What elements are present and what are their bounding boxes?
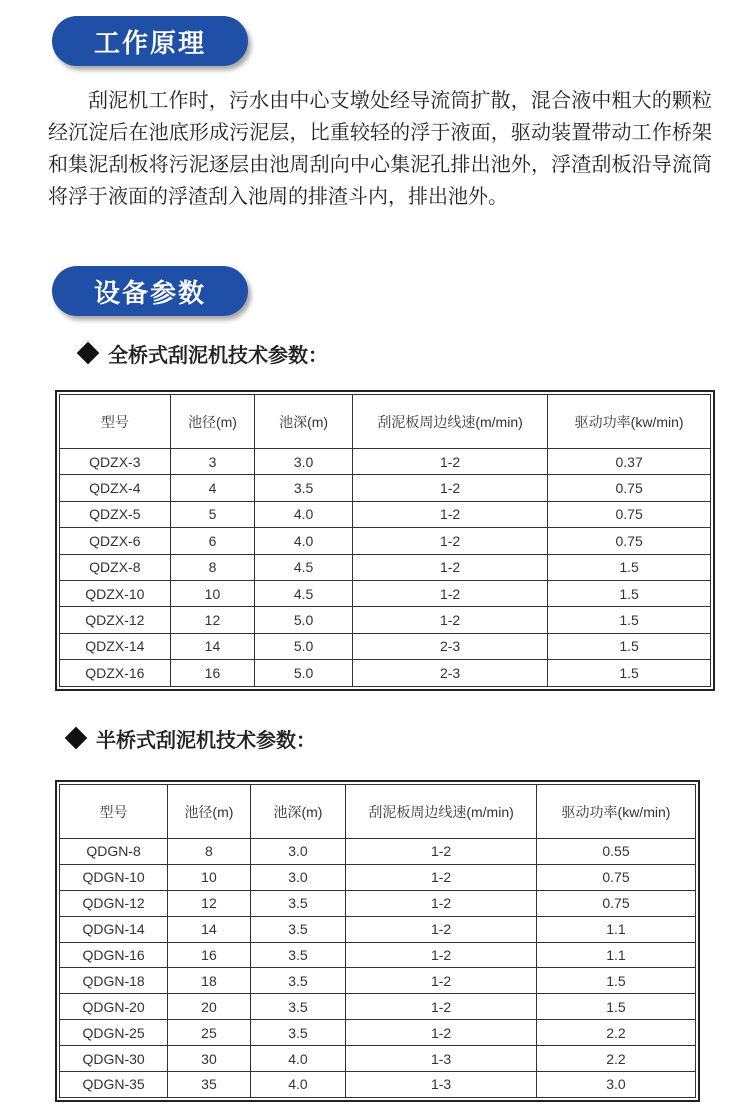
column-header: 池径(m) <box>168 785 251 839</box>
table-cell: 3.0 <box>536 1072 695 1098</box>
table-row <box>60 1046 696 1072</box>
table-row <box>60 864 696 890</box>
column-header: 型号 <box>60 395 171 449</box>
table-cell: QDZX-16 <box>60 660 171 686</box>
table-row <box>60 660 711 686</box>
table-cell: QDZX-12 <box>60 607 171 633</box>
table-cell: 3.5 <box>250 916 345 942</box>
table-cell: 4.0 <box>255 528 353 554</box>
table-cell: 14 <box>170 633 255 659</box>
half-bridge-table-frame <box>55 780 700 1102</box>
table-cell: 2.2 <box>536 1046 695 1072</box>
table-row <box>60 1020 696 1046</box>
table-cell: 12 <box>170 607 255 633</box>
table-cell: 35 <box>168 1072 251 1098</box>
table-cell: QDGN-12 <box>60 890 168 916</box>
table-cell: QDZX-8 <box>60 554 171 580</box>
table-header-row <box>60 785 696 839</box>
table-row <box>60 501 711 527</box>
table-cell: 1-2 <box>346 916 537 942</box>
table-cell: 5.0 <box>255 607 353 633</box>
table-row <box>60 580 711 606</box>
table-header-row <box>60 395 711 449</box>
table-cell: QDZX-5 <box>60 501 171 527</box>
table-cell: 3.0 <box>250 839 345 865</box>
table-cell: 6 <box>170 528 255 554</box>
table-cell: 1.5 <box>548 633 711 659</box>
table-cell: QDGN-14 <box>60 916 168 942</box>
column-header: 池深(m) <box>250 785 345 839</box>
table-cell: 0.37 <box>548 449 711 475</box>
table-cell: 1-2 <box>352 449 547 475</box>
table-cell: 3 <box>170 449 255 475</box>
table-cell: 3.5 <box>250 968 345 994</box>
table-cell: 0.75 <box>548 528 711 554</box>
table-cell: 1-2 <box>352 554 547 580</box>
table-cell: 1-2 <box>352 607 547 633</box>
table-row <box>60 942 696 968</box>
table-cell: 0.75 <box>548 475 711 501</box>
table-cell: 1.5 <box>536 968 695 994</box>
table-cell: 3.5 <box>250 942 345 968</box>
table-cell: 3.5 <box>250 890 345 916</box>
half-bridge-heading <box>64 723 316 753</box>
table-cell: 2-3 <box>352 633 547 659</box>
full-bridge-heading <box>76 338 328 368</box>
principle-description: 刮泥机工作时，污水由中心支墩处经导流筒扩散，混合液中粗大的颗粒经沉淀后在池底形成污泥层，比重较轻的浮于液面，驱动装置带动工作桥架和集泥刮板将污泥逐层由池周刮向中心集泥孔排出池外，浮渣刮板沿导流筒将浮于液面的浮渣刮入池周的排渣斗内，排出池外。 <box>48 88 712 208</box>
column-header: 刮泥板周边线速(m/min) <box>346 785 537 839</box>
table-cell: 1-2 <box>352 580 547 606</box>
table-row <box>60 839 696 865</box>
table-cell: 0.55 <box>536 839 695 865</box>
table-cell: QDGN-16 <box>60 942 168 968</box>
table-cell: 1-3 <box>346 1072 537 1098</box>
column-header: 池径(m) <box>170 395 255 449</box>
table-cell: QDGN-25 <box>60 1020 168 1046</box>
table-cell: 1.5 <box>548 660 711 686</box>
table-cell: 1.5 <box>548 607 711 633</box>
table-cell: 16 <box>170 660 255 686</box>
table-cell: 1-2 <box>346 968 537 994</box>
table-row <box>60 449 711 475</box>
table-cell: 3.5 <box>250 1020 345 1046</box>
table-cell: 4.0 <box>250 1072 345 1098</box>
table-cell: 3.0 <box>250 864 345 890</box>
table-cell: 0.75 <box>548 501 711 527</box>
table-cell: QDZX-10 <box>60 580 171 606</box>
table-cell: 12 <box>168 890 251 916</box>
table-cell: 8 <box>168 839 251 865</box>
table-cell: 4.5 <box>255 554 353 580</box>
table-cell: 3.5 <box>255 475 353 501</box>
params-title-badge <box>52 266 248 316</box>
table-cell: 8 <box>170 554 255 580</box>
table-row <box>60 528 711 554</box>
table-cell: QDZX-14 <box>60 633 171 659</box>
table-row <box>60 475 711 501</box>
table-cell: 4.5 <box>255 580 353 606</box>
table-cell: 2.2 <box>536 1020 695 1046</box>
table-cell: 5.0 <box>255 660 353 686</box>
table-row <box>60 554 711 580</box>
column-header: 驱动功率(kw/min) <box>536 785 695 839</box>
diamond-bullet-icon <box>65 727 88 750</box>
table-cell: QDGN-20 <box>60 994 168 1020</box>
diamond-bullet-icon <box>77 342 100 365</box>
table-cell: 1.1 <box>536 942 695 968</box>
full-bridge-table-frame <box>55 390 715 691</box>
table-row <box>60 633 711 659</box>
table-cell: 1-2 <box>346 1020 537 1046</box>
table-cell: 25 <box>168 1020 251 1046</box>
table-cell: QDZX-6 <box>60 528 171 554</box>
table-cell: 10 <box>168 864 251 890</box>
full-bridge-heading-text: 全桥式刮泥机技术参数： <box>108 342 328 367</box>
table-cell: 1.1 <box>536 916 695 942</box>
half-bridge-spec-table <box>59 784 696 1098</box>
table-cell: 1-2 <box>346 864 537 890</box>
table-cell: 1-2 <box>352 501 547 527</box>
table-cell: 10 <box>170 580 255 606</box>
principle-title-badge <box>52 16 248 66</box>
table-cell: QDGN-18 <box>60 968 168 994</box>
table-cell: 0.75 <box>536 890 695 916</box>
table-cell: 30 <box>168 1046 251 1072</box>
table-row <box>60 968 696 994</box>
column-header: 型号 <box>60 785 168 839</box>
table-cell: QDZX-4 <box>60 475 171 501</box>
table-cell: 1-2 <box>346 942 537 968</box>
table-cell: 5.0 <box>255 633 353 659</box>
table-cell: 1-2 <box>352 475 547 501</box>
params-title: 设备参数 <box>93 278 206 309</box>
table-cell: 4 <box>170 475 255 501</box>
table-cell: QDGN-8 <box>60 839 168 865</box>
table-cell: 4.0 <box>255 501 353 527</box>
column-header: 池深(m) <box>255 395 353 449</box>
table-row <box>60 607 711 633</box>
table-cell: 1-3 <box>346 1046 537 1072</box>
table-cell: 1.5 <box>548 554 711 580</box>
table-cell: 3.5 <box>250 994 345 1020</box>
table-row <box>60 994 696 1020</box>
table-cell: 1-2 <box>352 528 547 554</box>
table-cell: 1-2 <box>346 839 537 865</box>
table-cell: 4.0 <box>250 1046 345 1072</box>
table-cell: 1-2 <box>346 994 537 1020</box>
table-cell: QDZX-3 <box>60 449 171 475</box>
half-bridge-heading-text: 半桥式刮泥机技术参数： <box>96 727 316 752</box>
column-header: 驱动功率(kw/min) <box>548 395 711 449</box>
table-cell: 16 <box>168 942 251 968</box>
table-cell: 0.75 <box>536 864 695 890</box>
table-row <box>60 1072 696 1098</box>
column-header: 刮泥板周边线速(m/min) <box>352 395 547 449</box>
table-cell: QDGN-35 <box>60 1072 168 1098</box>
principle-title: 工作原理 <box>93 28 206 59</box>
table-cell: QDGN-10 <box>60 864 168 890</box>
table-cell: 14 <box>168 916 251 942</box>
table-cell: 20 <box>168 994 251 1020</box>
full-bridge-spec-table <box>59 394 711 687</box>
table-row <box>60 916 696 942</box>
table-cell: 18 <box>168 968 251 994</box>
table-cell: 2-3 <box>352 660 547 686</box>
table-cell: 1-2 <box>346 890 537 916</box>
table-cell: 1.5 <box>536 994 695 1020</box>
table-cell: QDGN-30 <box>60 1046 168 1072</box>
table-cell: 5 <box>170 501 255 527</box>
table-row <box>60 890 696 916</box>
table-cell: 3.0 <box>255 449 353 475</box>
table-cell: 1.5 <box>548 580 711 606</box>
